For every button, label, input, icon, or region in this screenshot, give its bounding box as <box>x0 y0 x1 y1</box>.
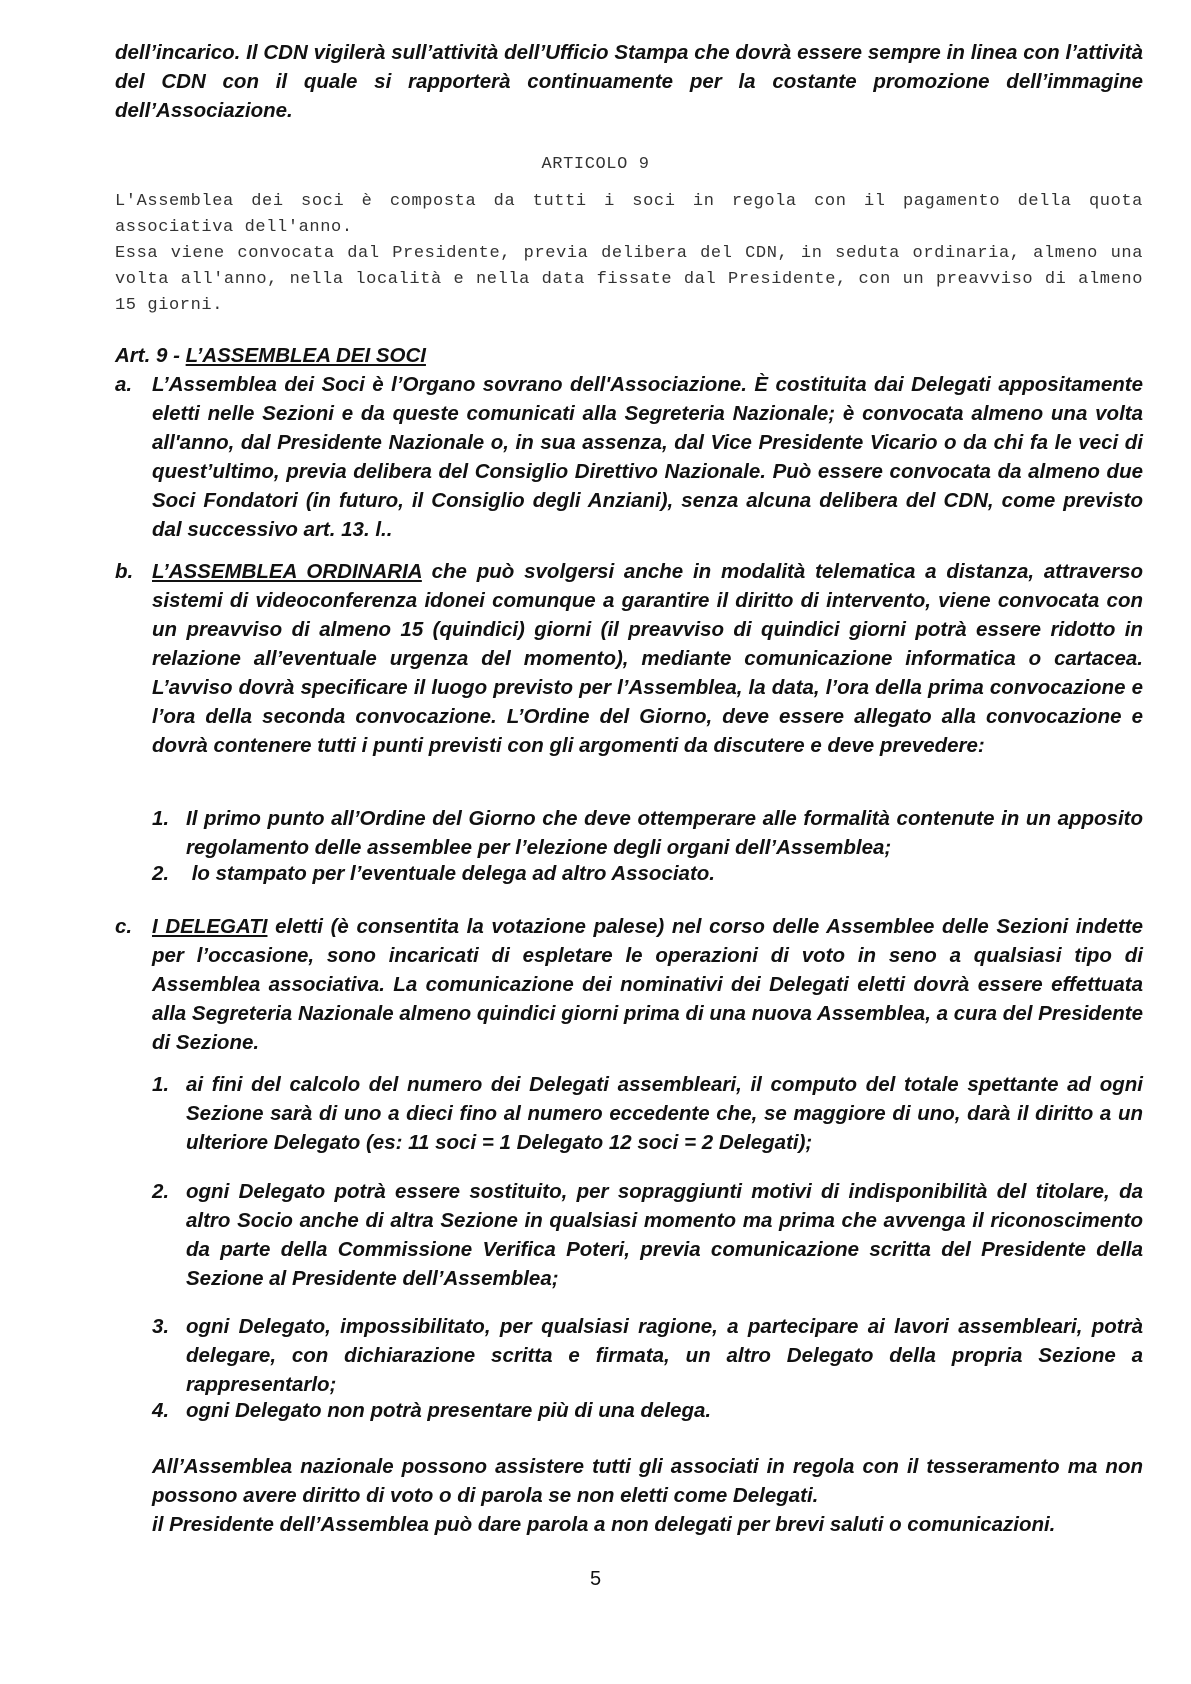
list-item-label: c. <box>115 915 133 938</box>
sub-item-c-4 <box>152 1396 1143 1425</box>
intro-paragraph: dell’incarico. Il CDN vigilerà sull’attività dell’Ufficio Stampa che dovrà essere sempre in linea con l’attività del CDN con il quale si rapporterà continuamente per la costante promozione dell’immagine dell’Associazione. <box>115 41 1143 122</box>
list-item-label: a. <box>115 373 133 396</box>
sub-item-text: ai fini del calcolo del numero dei Delegati assembleari, il computo del totale spettante ad ogni Sezione sarà di uno a dieci fino al numero eccedente che, se maggiore di uno, darà il diritto a un ulteriore Delegato (es: 11 soci = 1 Delegato 12 soci = 2 Delegati); <box>186 1073 1143 1154</box>
sub-item-label: 1. <box>152 807 170 830</box>
list-item-text <box>152 912 1143 1057</box>
sub-item-text: ogni Delegato potrà essere sostituito, per sopraggiunti motivi di indisponibilità del titolare, da altro Socio anche di altra Sezione in qualsiasi momento ma prima che avvenga il riconoscimento da parte della Commissione Verifica Poteri, previa comunicazione scritta del Presidente della Sezione al Presidente dell’Assemblea; <box>186 1180 1143 1290</box>
sub-item-label: 4. <box>152 1399 170 1422</box>
list-item-text <box>152 557 1143 760</box>
list-item-c <box>115 912 1143 1057</box>
list-item-lead: L’ASSEMBLEA ORDINARIA <box>152 560 422 583</box>
sub-item-text: Il primo punto all’Ordine del Giorno che deve ottemperare alle formalità contenute in un apposito regolamento delle assemblee per l’elezione degli organi dell’Assemblea; <box>186 807 1143 859</box>
page-number: 5 <box>589 1568 602 1590</box>
list-item-body: eletti (è consentita la votazione palese) nel corso delle Assemblee delle Sezioni indette per l’occasione, sono incaricati di espletare le operazioni di voto in seno a qualsiasi tipo di Assemblea associativa. La comunicazione dei nominativi dei Delegati eletti dovrà essere effettuata alla Segreteria Nazionale almeno quindici giorni prima di una nuova Assemblea, a cura del Presidente di Sezione. <box>152 915 1144 1054</box>
section-title-text: L’ASSEMBLEA DEI SOCI <box>185 344 426 367</box>
sub-item-b-1 <box>152 804 1143 862</box>
list-item-lead: I DELEGATI <box>152 915 268 938</box>
sub-item-c-2 <box>152 1177 1143 1293</box>
sub-item-label: 1. <box>152 1073 170 1096</box>
sub-item-text: ogni Delegato, impossibilitato, per qualsiasi ragione, a partecipare ai lavori assembleari, potrà delegare, con dichiarazione scritta e firmata, un altro Delegato della propria Sezione a rappresentarlo; <box>186 1315 1143 1396</box>
sub-item-label: 3. <box>152 1315 170 1338</box>
list-item-text: L’Assemblea dei Soci è l’Organo sovrano dell'Associazione. È costituita dai Delegati appositamente eletti nelle Sezioni e da queste comunicati alla Segreteria Nazionale; è convocata almeno una volta all'anno, dal Presidente Nazionale o, in sua assenza, dal Vice Presidente Vicario o da chi fa le veci di quest’ultimo, previa delibera del Consiglio Direttivo Nazionale. Può essere convocata da almeno due Soci Fondatori (in futuro, il Consiglio degli Anziani), senza alcuna delibera del CDN, come previsto dal successivo art. 13. l.. <box>152 373 1143 541</box>
sub-item-c-1 <box>152 1070 1143 1157</box>
sub-item-label: 2. <box>152 1180 170 1203</box>
sub-item-label: 2. <box>152 862 170 885</box>
section-title-prefix: Art. 9 - <box>115 344 186 367</box>
closing-paragraph-1: All’Assemblea nazionale possono assistere tutti gli associati in regola con il tesseramento ma non possono avere diritto di voto o di parola se non eletti come Delegati. <box>152 1455 1143 1507</box>
list-item-label: b. <box>115 560 134 583</box>
section-title <box>115 341 426 370</box>
sub-item-c-3 <box>152 1312 1143 1399</box>
sub-item-b-2 <box>152 859 1143 888</box>
articolo-paragraph-2: Essa viene convocata dal Presidente, previa delibera del CDN, in seduta ordinaria, almeno una volta all'anno, nella località e nella data fissate dal Presidente, con un preavviso di almeno 15 giorni. <box>115 244 1143 315</box>
sub-item-text: lo stampato per l’eventuale delega ad altro Associato. <box>186 862 715 885</box>
articolo-heading: ARTICOLO 9 <box>541 155 650 174</box>
sub-item-text: ogni Delegato non potrà presentare più di una delega. <box>186 1399 712 1422</box>
closing-paragraph-2: il Presidente dell’Assemblea può dare parola a non delegati per brevi saluti o comunicazioni. <box>152 1513 1056 1536</box>
list-item-a <box>115 370 1143 544</box>
list-item-body: che può svolgersi anche in modalità telematica a distanza, attraverso sistemi di videoconferenza idonei comunque a garantire il diritto di intervento, viene convocata con un preavviso di almeno 15 (quindici) giorni (il preavviso di quindici giorni potrà essere ridotto in relazione all’eventuale urgenza del momento), mediante comunicazione informatica o cartacea. L’avviso dovrà specificare il luogo previsto per l’Assemblea, la data, l’ora della prima convocazione e l’ora della seconda convocazione. L’Ordine del Giorno, deve essere allegato alla convocazione e dovrà contenere tutti i punti previsti con gli argomenti da discutere e deve prevedere: <box>152 560 1143 757</box>
closing-paragraphs <box>152 1452 1143 1539</box>
articolo-paragraph-1: L'Assemblea dei soci è composta da tutti i soci in regola con il pagamento della quota associativa dell'anno. <box>115 192 1143 237</box>
articolo-body <box>115 189 1143 319</box>
list-item-b <box>115 557 1143 760</box>
